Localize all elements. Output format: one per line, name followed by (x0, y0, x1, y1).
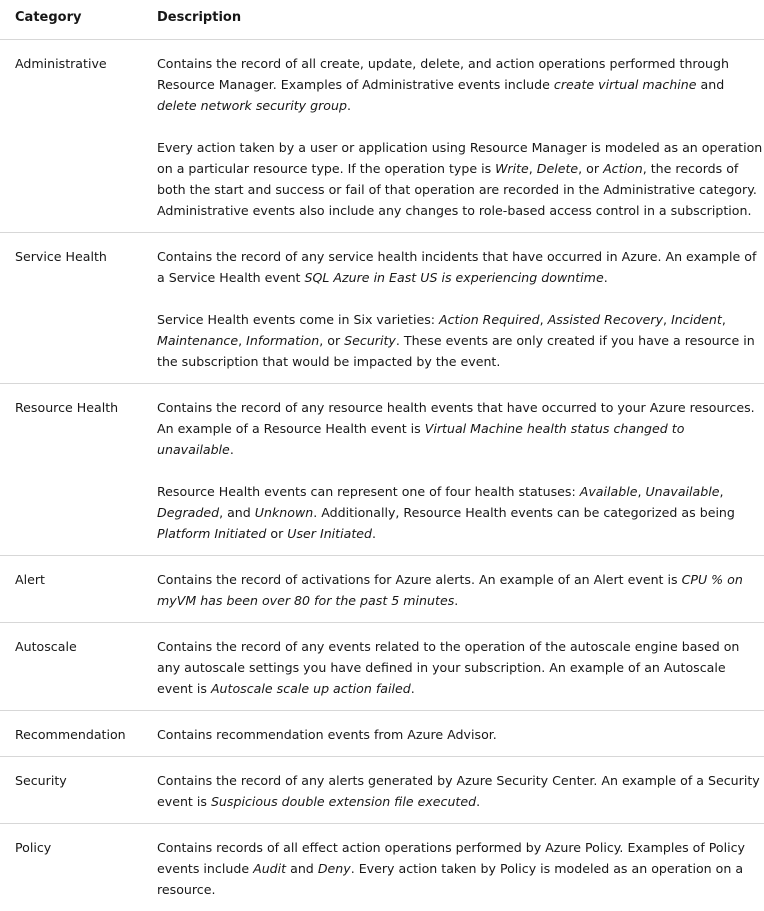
description-cell (142, 384, 764, 556)
category-cell: Recommendation (0, 711, 142, 757)
text-run: , or (578, 161, 603, 176)
italic-term: SQL Azure in East US is experiencing downtime (305, 270, 604, 285)
table-row (0, 40, 764, 233)
italic-term: Assisted Recovery (548, 312, 663, 327)
description-paragraph (157, 309, 764, 372)
category-cell: Policy (0, 824, 142, 911)
text-run: Contains recommendation events from Azure Advisor. (157, 727, 497, 742)
description-paragraph (157, 481, 764, 544)
text-run: . These events are only created if you have a resource in the subscription that would be impacted by the event. (157, 333, 755, 369)
column-header-category: Category (0, 0, 142, 40)
description-cell (142, 757, 764, 824)
italic-term: Information (246, 333, 319, 348)
text-run: Contains records of all effect action operations performed by Azure Policy. Examples of Policy events include (157, 840, 745, 876)
italic-term: Write (495, 161, 529, 176)
description-cell (142, 711, 764, 757)
text-run: , (663, 312, 671, 327)
italic-term: Action (603, 161, 643, 176)
text-run: Contains the record of activations for Azure alerts. An example of an Alert event is (157, 572, 682, 587)
text-run: , (540, 312, 548, 327)
text-run: . (230, 442, 234, 457)
text-run: . Every action taken by Policy is modeled as an operation on a resource. (157, 861, 743, 897)
description-paragraph (157, 837, 764, 900)
text-run: . (347, 98, 351, 113)
description-cell (142, 824, 764, 911)
table-row (0, 824, 764, 911)
italic-term: Unknown (255, 505, 313, 520)
description-paragraph (157, 397, 764, 460)
italic-term: Available (580, 484, 638, 499)
text-run: Contains the record of any service health incidents that have occurred in Azure. An example of a Service Health event (157, 249, 756, 285)
column-header-description: Description (142, 0, 764, 40)
category-cell: Resource Health (0, 384, 142, 556)
text-run: and (286, 861, 318, 876)
text-run: , (238, 333, 246, 348)
text-run: Contains the record of any alerts generated by Azure Security Center. An example of a Security event is (157, 773, 760, 809)
italic-term: Platform Initiated (157, 526, 266, 541)
text-run: Contains the record of any events related to the operation of the autoscale engine based on any autoscale settings you have defined in your subscription. An example of an Autoscale event is (157, 639, 739, 696)
description-cell (142, 623, 764, 711)
text-run: , (529, 161, 537, 176)
italic-term: Suspicious double extension file executed (211, 794, 476, 809)
table-body (0, 40, 764, 911)
text-run: , or (319, 333, 344, 348)
table-row (0, 233, 764, 384)
category-cell: Administrative (0, 40, 142, 233)
table-row (0, 623, 764, 711)
description-paragraph (157, 53, 764, 116)
category-cell: Security (0, 757, 142, 824)
text-run: or (266, 526, 287, 541)
description-paragraph (157, 246, 764, 288)
text-run: . (372, 526, 376, 541)
italic-term: CPU % on myVM has been over 80 for the past 5 minutes (157, 572, 743, 608)
table-row (0, 384, 764, 556)
italic-term: Action Required (439, 312, 540, 327)
table-header-row (0, 0, 764, 40)
category-cell: Alert (0, 556, 142, 623)
description-cell (142, 233, 764, 384)
italic-term: Autoscale scale up action failed (211, 681, 411, 696)
category-cell: Service Health (0, 233, 142, 384)
text-run: and (697, 77, 725, 92)
category-cell: Autoscale (0, 623, 142, 711)
description-paragraph (157, 636, 764, 699)
table-row (0, 556, 764, 623)
text-run: . Additionally, Resource Health events can be categorized as being (313, 505, 735, 520)
table-row (0, 711, 764, 757)
italic-term: Maintenance (157, 333, 238, 348)
text-run: Service Health events come in Six varieties: (157, 312, 439, 327)
text-run: Resource Health events can represent one of four health statuses: (157, 484, 580, 499)
description-paragraph (157, 137, 764, 221)
description-cell (142, 40, 764, 233)
text-run: Every action taken by a user or application using Resource Manager is modeled as an operation on a particular resource type. If the operation type is (157, 140, 762, 176)
italic-term: Unavailable (645, 484, 719, 499)
italic-term: Degraded (157, 505, 219, 520)
description-paragraph (157, 724, 764, 745)
description-paragraph (157, 569, 764, 611)
text-run: , the records of both the start and success or fail of that operation are recorded in the Administrative category. Administrative events also include any changes to role-based access control in a subscription. (157, 161, 757, 218)
italic-term: Delete (537, 161, 578, 176)
text-run: Contains the record of any resource health events that have occurred to your Azure resources. An example of a Resource Health event is (157, 400, 755, 436)
italic-term: Incident (671, 312, 722, 327)
italic-term: Deny (318, 861, 351, 876)
italic-term: delete network security group (157, 98, 347, 113)
text-run: . (604, 270, 608, 285)
italic-term: User Initiated (287, 526, 372, 541)
text-run: , (720, 484, 724, 499)
text-run: , and (219, 505, 255, 520)
italic-term: Security (344, 333, 396, 348)
text-run: , (637, 484, 645, 499)
text-run: . (411, 681, 415, 696)
text-run: . (476, 794, 480, 809)
description-paragraph (157, 770, 764, 812)
text-run: Contains the record of all create, update, delete, and action operations performed through Resource Manager. Examples of Administrative events include (157, 56, 729, 92)
text-run: , (722, 312, 726, 327)
italic-term: Virtual Machine health status changed to unavailable (157, 421, 684, 457)
italic-term: Audit (253, 861, 286, 876)
text-run: . (454, 593, 458, 608)
description-cell (142, 556, 764, 623)
italic-term: create virtual machine (554, 77, 697, 92)
table-row (0, 757, 764, 824)
